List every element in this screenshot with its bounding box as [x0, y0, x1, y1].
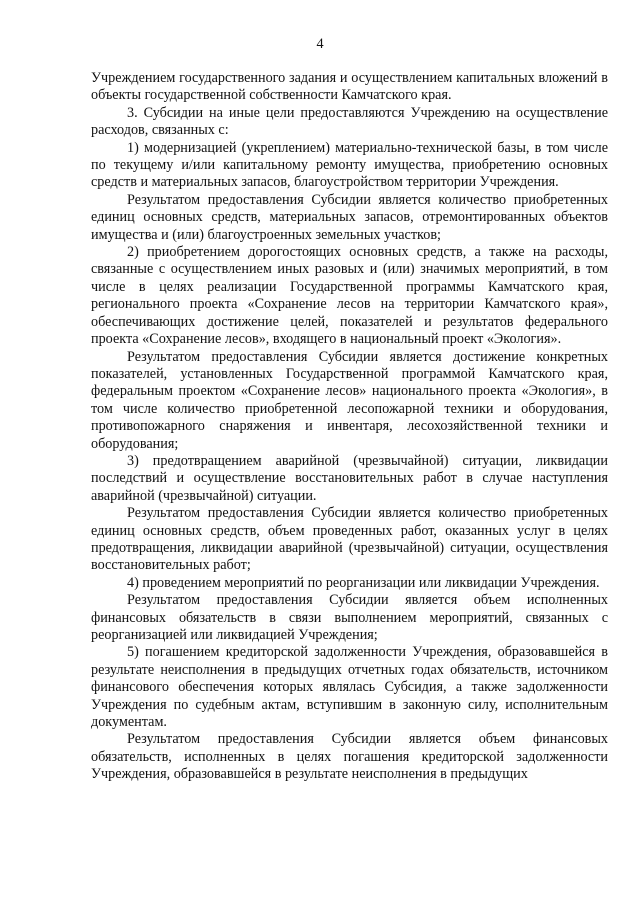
paragraph-result-3: Результатом предоставления Субсидии является количество приобретенных единиц основных средств, объем проведенных работ, оказанных услуг в целях предотвращения, ликвидации аварийной (чрезвычайной) ситуации, осуществления восстановительных работ; [91, 505, 608, 574]
paragraph-result-1: Результатом предоставления Субсидии является количество приобретенных единиц основных средств, материальных запасов, отремонтированных объектов имущества и (или) благоустроенных земельных участков; [91, 191, 608, 243]
paragraph-item-4: 4) проведением мероприятий по реорганизации или ликвидации Учреждения. [127, 574, 600, 591]
paragraph-item-2: 2) приобретением дорогостоящих основных средств, а также на расходы, связанные с осуществлением иных разовых и (или) значимых мероприятий, в том числе в целях реализации Государственной программы Камчатского края, регионального проекта «Сохранение лесов на территории Камчатского края», обеспечивающих достижение целей, показателей и результатов федерального проекта «Сохранение лесов», входящего в национальный проект «Экология». [91, 244, 608, 348]
paragraph-result-2: Результатом предоставления Субсидии является достижение конкретных показателей, установленных Государственной программой Камчатского края, федеральным проектом «Сохранение лесов» национального проекта «Экология», в том числе количество приобретенной лесопожарной техники и оборудования, противопожарного снаряжения и инвентаря, лесохозяйственной техники и оборудования; [91, 348, 608, 452]
document-body [91, 70, 608, 784]
paragraph-result-4: Результатом предоставления Субсидии является объем исполненных финансовых обязательств в связи выполнением мероприятий, связанных с реорганизацией или ликвидацией Учреждения; [91, 592, 608, 643]
page-number: 4 [316, 36, 324, 52]
paragraph-continuation: Учреждением государственного задания и осуществлением капитальных вложений в объекты государственной собственности Камчатского края. [91, 70, 608, 104]
paragraph-item-5: 5) погашением кредиторской задолженности Учреждения, образовавшейся в результате неисполнения в предыдущих отчетных годах обязательств, источником финансового обеспечения которых являлась Субсидия, а также задолженности Учреждения по судебным актам, вступившим в законную силу, исполнительным документам. [91, 644, 608, 731]
paragraph-clause-3: 3. Субсидии на иные цели предоставляются Учреждению на осуществление расходов, связанных с: [91, 104, 608, 139]
paragraph-result-5: Результатом предоставления Субсидии является объем финансовых обязательств, исполненных в целях погашения кредиторской задолженности Учреждения, образовавшейся в результате неисполнения в предыдущих [91, 731, 608, 783]
paragraph-item-3: 3) предотвращением аварийной (чрезвычайной) ситуации, ликвидации последствий и осуществление восстановительных работ в случае наступления аварийной (чрезвычайной) ситуации. [91, 452, 608, 504]
paragraph-item-1: 1) модернизацией (укреплением) материально-технической базы, в том числе по текущему и/или капитальному ремонту имущества, приобретению основных средств и материальных запасов, благоустройством территории Учреждения. [91, 139, 608, 191]
